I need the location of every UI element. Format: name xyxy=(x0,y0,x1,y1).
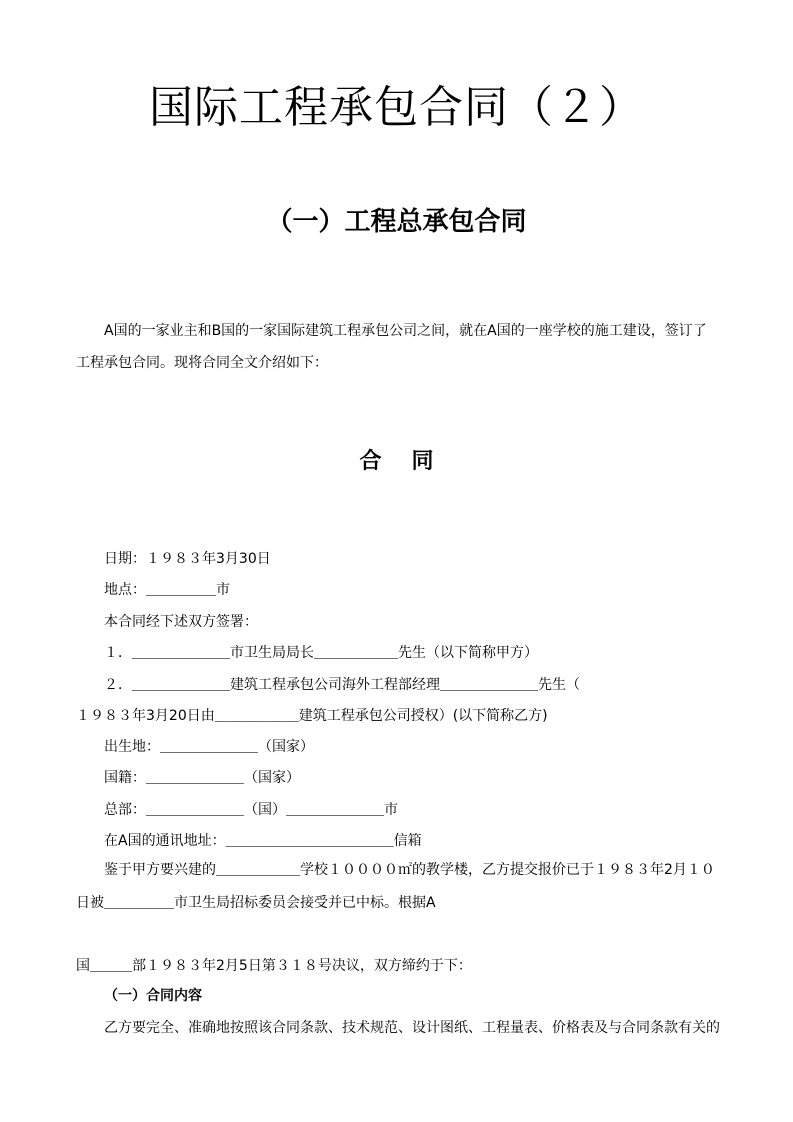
subtitle: （一）工程总承包合同 xyxy=(266,207,527,237)
whereas-line-1: 鉴于甲方要兴建的＿＿＿＿＿＿学校１００００㎡的教学楼，乙方提交报价已于１９８３年2月１０ xyxy=(104,862,715,878)
intro-paragraph-line-1: A国的一家业主和B国的一家国际建筑工程承包公司之间，就在A国的一座学校的施工建设，签订了 xyxy=(104,323,707,339)
party-two-line-1: ２．＿＿＿＿＿＿＿建筑工程承包公司海外工程部经理＿＿＿＿＿＿＿先生（ xyxy=(104,677,580,693)
decision-line: 国＿＿＿部１９８３年2月5日第３１８号决议，双方缔约于下： xyxy=(76,958,472,974)
contract-title: 合同 xyxy=(359,448,464,474)
date-line: 日期：１９８３年3月30日 xyxy=(104,551,271,567)
place-line: 地点：＿＿＿＿＿市 xyxy=(104,582,230,598)
whereas-line-2: 日被＿＿＿＿＿市卫生局招标委员会接受并已中标。根据A xyxy=(76,895,436,911)
signing-line: 本合同经下述双方签署： xyxy=(104,614,258,630)
section-one-paragraph-line-1: 乙方要完全、准确地按照该合同条款、技术规范、设计图纸、工程量表、价格表及与合同条款有关的 xyxy=(104,1020,720,1036)
nationality-line: 国籍：＿＿＿＿＿＿＿（国家） xyxy=(104,770,300,786)
main-title: 国际工程承包合同（２） xyxy=(149,82,644,133)
section-heading-contract-content: （一）合同内容 xyxy=(104,988,202,1004)
headquarters-line: 总部：＿＿＿＿＿＿＿（国）＿＿＿＿＿＿＿市 xyxy=(104,802,398,818)
address-line: 在A国的通讯地址：＿＿＿＿＿＿＿＿＿＿＿＿信箱 xyxy=(104,833,422,849)
party-one-line: １．＿＿＿＿＿＿＿市卫生局局长＿＿＿＿＿＿先生（以下简称甲方） xyxy=(104,645,538,661)
intro-paragraph-line-2: 工程承包合同。现将合同全文介绍如下： xyxy=(76,355,328,371)
birthplace-line: 出生地：＿＿＿＿＿＿＿（国家） xyxy=(104,739,314,755)
party-two-line-2: １９８３年3月20日由＿＿＿＿＿＿建筑工程承包公司授权）(以下简称乙方) xyxy=(76,708,548,724)
